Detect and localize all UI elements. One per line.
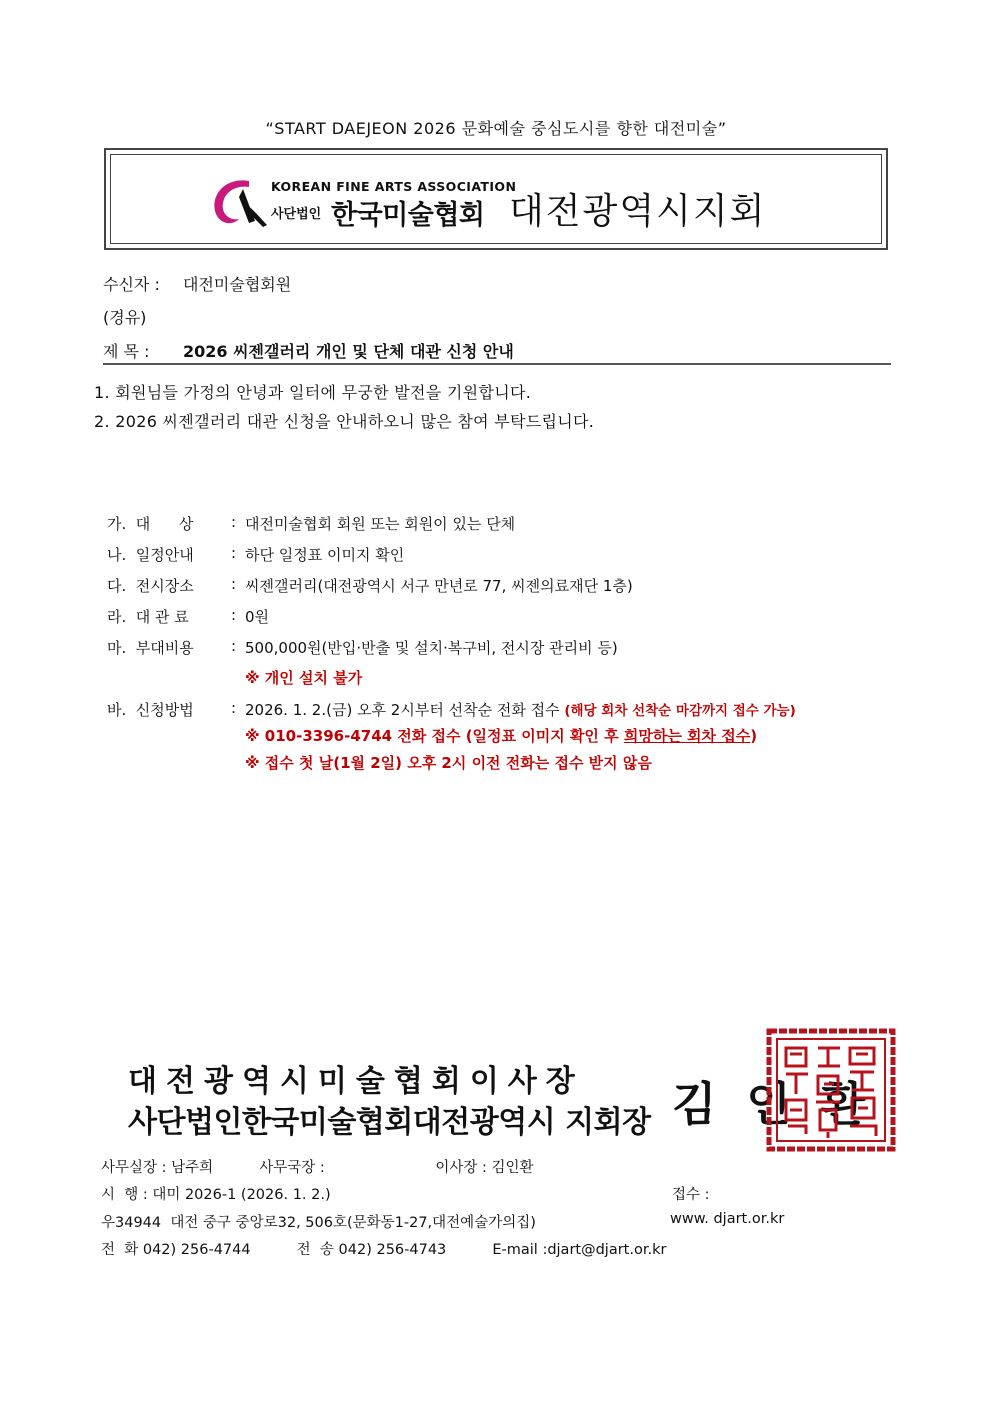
item-value — [245, 699, 796, 720]
phone-note-suffix: ) — [750, 727, 758, 745]
association-logo-icon — [209, 175, 269, 231]
item-colon: : — [231, 637, 237, 655]
item-colon: : — [231, 606, 237, 624]
item-colon: : — [231, 513, 237, 531]
note-phone-apply — [245, 725, 757, 746]
footer-website[interactable]: www. djart.or.kr — [670, 1211, 785, 1227]
paragraph-1: 1. 회원님들 가정의 안녕과 일터에 무궁한 발전을 기원합니다. — [94, 383, 532, 402]
subject-value: 2026 씨젠갤러리 개인 및 단체 대관 신청 안내 — [183, 342, 514, 361]
letterhead-banner — [104, 148, 888, 250]
signature-title-2: 사단법인한국미술협회대전광역시 지회장 — [128, 1105, 651, 1140]
item-value: 500,000원(반입·반출 및 설치·복구비, 전시장 관리비 등) — [245, 639, 618, 657]
association-name-korean: 한국미술협회 — [331, 200, 485, 231]
banner-inner-frame — [110, 154, 882, 244]
phone-note-underlined: 희망하는 회차 접수 — [623, 727, 751, 745]
official-seal-icon — [766, 1028, 896, 1152]
item-value: 0원 — [245, 608, 270, 626]
paragraph-2: 2. 2026 씨젠갤러리 대관 신청을 안내하오니 많은 참여 부탁드립니다. — [94, 412, 595, 431]
footer-contact: 전 화 042) 256-4744 전 송 042) 256-4743 E-mail :djart@djart.or.kr — [101, 1242, 667, 1258]
item-value: 대전미술협회 회원 또는 회원이 있는 단체 — [245, 515, 516, 533]
phone-note-prefix: ※ 010-3396-4744 전화 접수 (일정표 이미지 확인 후 — [245, 727, 624, 745]
item-label: 다. 전시장소 — [107, 577, 194, 595]
item-label: 나. 일정안내 — [107, 546, 194, 564]
slogan: “START DAEJEON 2026 문화예술 중심도시를 향한 대전미술” — [265, 119, 727, 138]
footer-staff: 사무실장 : 남주희 사무국장 : 이사장 : 김인환 — [101, 1160, 534, 1176]
signer-name: 김인환 — [672, 1077, 896, 1131]
item-label: 가. 대 상 — [107, 515, 194, 533]
item-label: 마. 부대비용 — [107, 639, 194, 657]
item-colon: : — [231, 544, 237, 562]
item-value: 씨젠갤러리(대전광역시 서구 만년로 77, 씨젠의료재단 1층) — [245, 577, 633, 595]
subject-row — [103, 339, 514, 362]
item-colon: : — [231, 699, 237, 717]
signature-title-1: 대전광역시미술협회이사장 — [128, 1064, 584, 1099]
recipient-label: 수신자 : — [103, 275, 160, 294]
footer-receipt: 접수 : — [672, 1187, 710, 1203]
footer-document-number: 시 행 : 대미 2026-1 (2026. 1. 2.) — [101, 1187, 331, 1203]
item-colon: : — [231, 575, 237, 593]
item-label: 바. 신청방법 — [107, 701, 194, 719]
note-no-personal-install: ※ 개인 설치 불가 — [245, 669, 363, 687]
association-name-english: KOREAN FINE ARTS ASSOCIATION — [271, 179, 517, 194]
recipient-value: 대전미술협회원 — [183, 275, 292, 294]
footer-address: 우34944 대전 중구 중앙로32, 506호(문화동1-27,대전예술가의집) — [101, 1215, 536, 1231]
association-kind: 사단법인 — [271, 207, 322, 222]
subject-label: 제 목 : — [103, 342, 150, 361]
via-label: (경유) — [103, 308, 147, 327]
application-value-text: 2026. 1. 2.(금) 오후 2시부터 선착순 전화 접수 — [245, 701, 560, 719]
branch-name: 대전광역시지회 — [509, 191, 767, 232]
via-row — [103, 305, 146, 328]
subject-divider — [103, 363, 891, 365]
application-note: (해당 회차 선착순 마감까지 접수 가능) — [564, 703, 796, 719]
item-value: 하단 일정표 이미지 확인 — [245, 546, 405, 564]
item-label: 라. 대 관 료 — [107, 608, 189, 626]
note-first-day: ※ 접수 첫 날(1월 2일) 오후 2시 이전 전화는 접수 받지 않음 — [245, 754, 652, 772]
recipient-row — [103, 272, 291, 295]
